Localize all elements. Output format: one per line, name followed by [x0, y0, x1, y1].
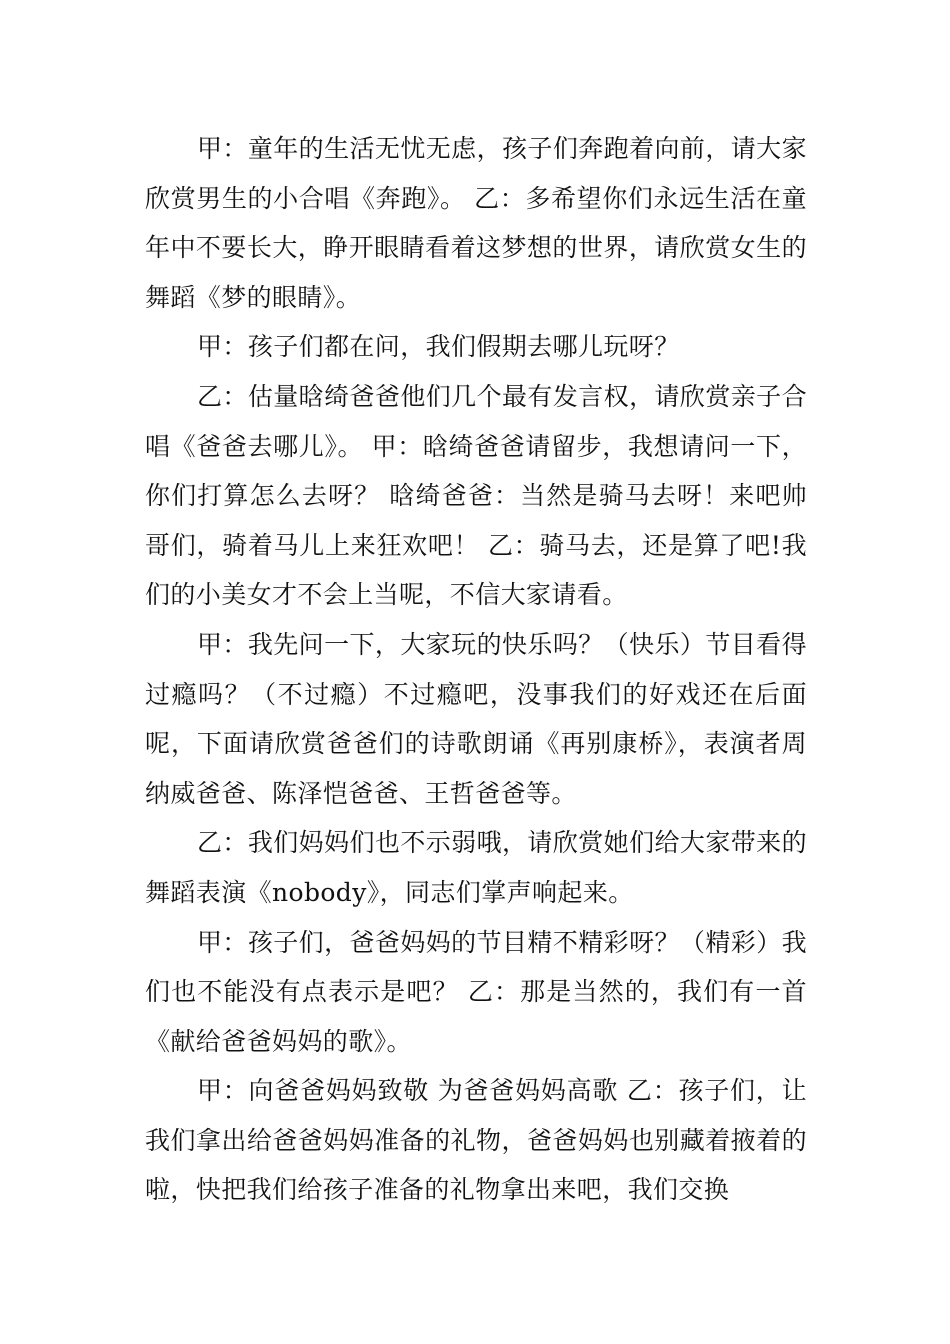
- paragraph: 甲：孩子们，爸爸妈妈的节目精不精彩呀？（精彩）我们也不能没有点表示是吧？ 乙：那是当然的，我们有一首《献给爸爸妈妈的歌》。: [145, 927, 807, 1056]
- paragraph: 乙：估量晗绮爸爸他们几个最有发言权，请欣赏亲子合唱《爸爸去哪儿》。 甲：晗绮爸爸请留步，我想请问一下，你们打算怎么去呀？ 晗绮爸爸：当然是骑马去呀！来吧帅哥们，骑着马儿上来狂欢吧！ 乙：骑马去，还是算了吧!我们的小美女才不会上当呢，不信大家请看。: [145, 381, 807, 610]
- paragraph: 甲：孩子们都在问，我们假期去哪儿玩呀？: [197, 332, 680, 362]
- paragraph: 甲：我先问一下，大家玩的快乐吗？（快乐）节目看得过瘾吗？（不过瘾）不过瘾吧，没事我们的好戏还在后面呢，下面请欣赏爸爸们的诗歌朗诵《再别康桥》，表演者周纳威爸爸、陈泽恺爸爸、王哲爸爸等。: [145, 629, 807, 808]
- paragraph: 甲：童年的生活无忧无虑，孩子们奔跑着向前，请大家欣赏男生的小合唱《奔跑》。 乙：多希望你们永远生活在童年中不要长大，睁开眼睛看着这梦想的世界，请欣赏女生的舞蹈《梦的眼睛》。: [145, 134, 807, 312]
- paragraph: 甲：向爸爸妈妈致敬 为爸爸妈妈高歌 乙：孩子们，让我们拿出给爸爸妈妈准备的礼物，爸爸妈妈也别藏着掖着的啦，快把我们给孩子准备的礼物拿出来吧，我们交换: [145, 1076, 807, 1205]
- document-body: [145, 124, 807, 1215]
- paragraph: 乙：我们妈妈们也不示弱哦，请欣赏她们给大家带来的舞蹈表演《nobody》，同志们掌声响起来。: [145, 828, 807, 907]
